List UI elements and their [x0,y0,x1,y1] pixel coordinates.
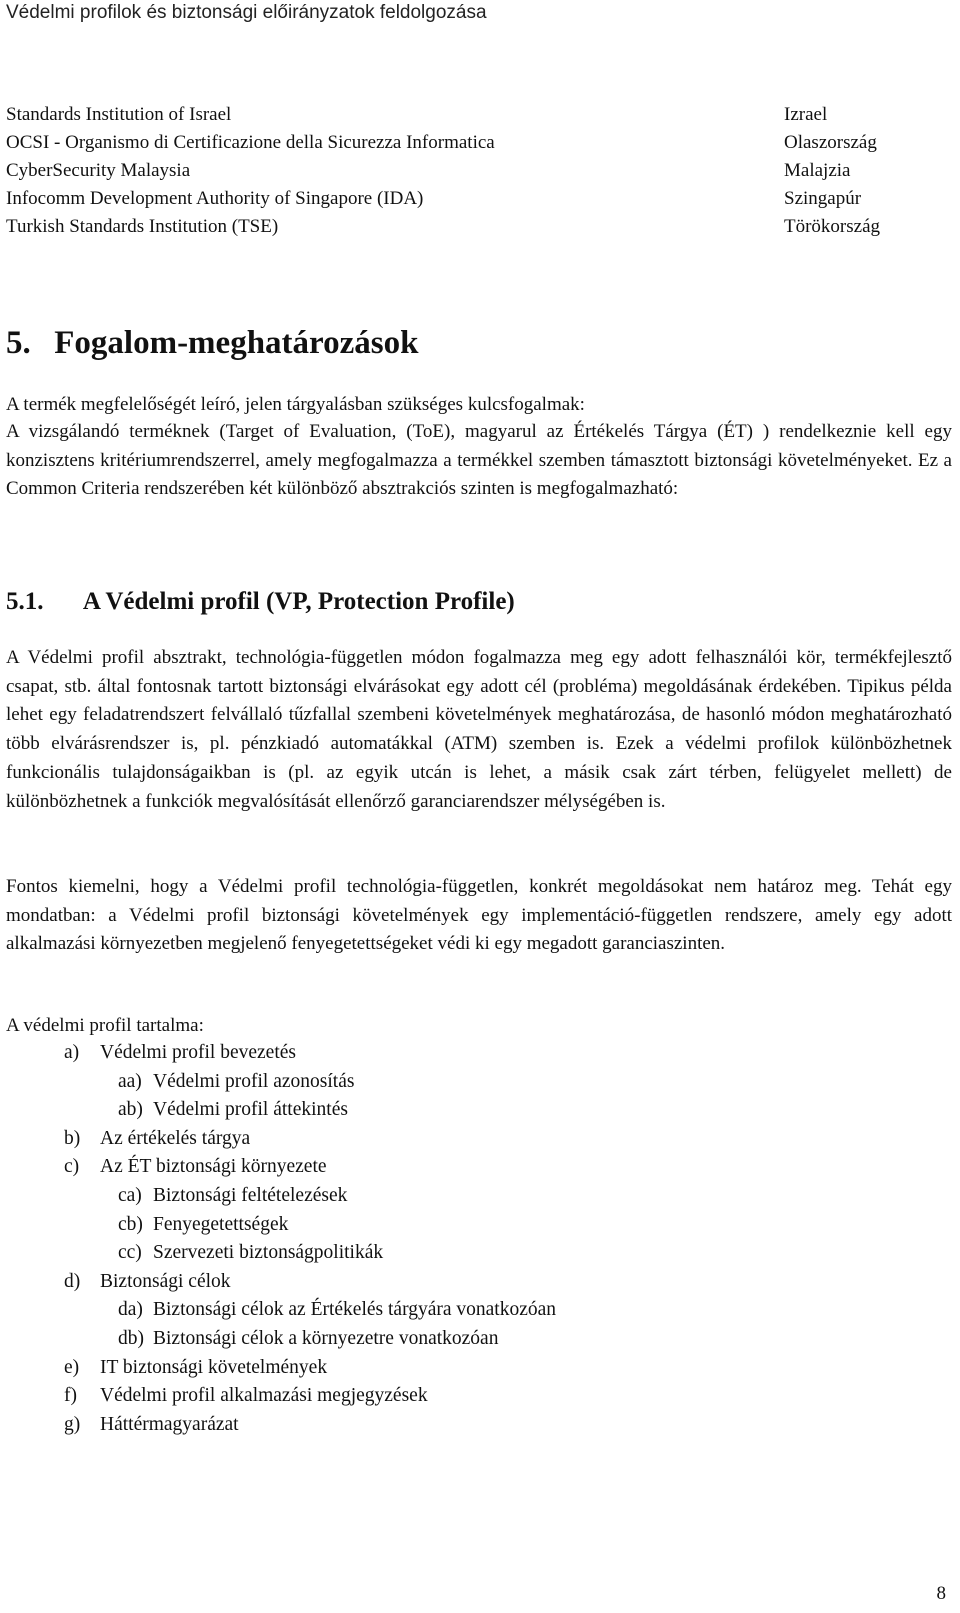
list-marker: d) [64,1270,81,1292]
list-item-text: Védelmi profil azonosítás [153,1070,355,1092]
organization-name: Standards Institution of Israel [6,104,232,125]
subsection-title: A Védelmi profil (VP, Protection Profile) [82,588,515,615]
list-item [0,1268,900,1297]
list-item [0,1411,900,1440]
list-item-text: Biztonsági feltételezések [153,1184,348,1206]
table-row [6,157,906,185]
list-item [0,1354,900,1383]
list-marker: a) [64,1042,80,1063]
body-paragraph: A Védelmi profil absztrakt, technológia-független módon fogalmazza meg egy adott felhasználói kör, termékfejlesztő csapat, stb. által fontosnak tartott biztonsági elvárásokat egy adott cél (probléma) megoldásának érdekében. Tipikus példa lehet egy feladatrendszert felvállaló tűzfallal szembeni követelmények meghatározása, de hasonló módon meghatározható több elvárásrendszer is, pl. pénzkiadó automatákkal (ATM) szemben is. Ezek a védelmi profilok különbözhetnek funkcionális tulajdonságaikban is (pl. az egyik utcán is lehet, a másik csak zárt térben, felügyelet mellett) de különbözhetnek a funkciók megvalósítását ellenőrző garanciarendszer mélységében is. [6,647,952,812]
table-row [6,101,906,129]
table-row [6,213,906,241]
organization-country: Törökország [784,216,881,237]
contents-label: A védelmi profil tartalma: [6,1015,204,1036]
organization-name: Infocomm Development Authority of Singapore (IDA) [6,188,424,209]
list-marker: cb) [118,1213,143,1235]
body-paragraph: Fontos kiemelni, hogy a Védelmi profil technológia-független, konkrét megoldásokat nem határoz meg. Tehát egy mondatban: a Védelmi profil biztonsági követelmények egy implementáció-független rendszere, amely egy adott alkalmazási környezetben megjelenő fenyegetettségeket védi ki egy megadott garanciaszinten. [6,876,952,955]
section-heading [6,322,418,364]
list-marker: ab) [118,1099,143,1121]
table-row [6,185,906,213]
list-item [0,1382,900,1411]
list-marker: c) [64,1156,80,1178]
list-item [0,1039,900,1068]
list-item-text: Az értékelés tárgya [100,1127,251,1149]
organization-country: Malajzia [784,160,851,181]
section-lead-text: A termék megfelelőségét leíró, jelen tárgyalásban szükséges kulcsfogalmak: [6,394,585,415]
organization-name: CyberSecurity Malaysia [6,160,191,181]
contents-list [0,1039,900,1439]
list-item [0,1325,900,1354]
list-item-text: IT biztonsági követelmények [100,1356,328,1378]
list-item [0,1239,900,1268]
list-item-text: Védelmi profil bevezetés [100,1042,296,1063]
list-marker: db) [118,1327,144,1349]
list-marker: aa) [118,1070,142,1092]
organization-name: OCSI - Organismo di Certificazione della Sicurezza Informatica [6,132,495,153]
list-marker: da) [118,1299,143,1321]
list-item-text: Szervezeti biztonságpolitikák [153,1242,384,1264]
list-item [0,1182,900,1211]
organization-country: Olaszország [784,132,877,153]
organization-country: Szingapúr [784,188,862,209]
list-item-text: Biztonsági célok [100,1270,231,1292]
list-item [0,1125,900,1154]
list-item [0,1068,900,1097]
list-marker: e) [64,1356,80,1378]
organization-table [6,101,906,241]
list-item-text: Biztonsági célok a környezetre vonatkozóan [153,1327,499,1349]
list-item-text: Védelmi profil alkalmazási megjegyzések [100,1385,428,1407]
list-item [0,1211,900,1240]
subsection-number: 5.1. [6,588,44,615]
list-item-text: Háttérmagyarázat [100,1413,239,1435]
section-title: Fogalom-meghatározások [54,325,419,361]
list-item-text: Biztonsági célok az Értékelés tárgyára vonatkozóan [153,1299,557,1321]
subsection-heading [6,584,515,620]
list-item-text: Fenyegetettségek [153,1213,289,1235]
list-item [0,1096,900,1125]
section-paragraph: A vizsgálandó terméknek (Target of Evaluation, (ToE), magyarul az Értékelés Tárgya (ÉT) ) rendelkeznie kell egy konzisztens kritériumrendszerrel, amely megfogalmazza a termékkel szemben támasztott biztonsági követelményeket. Ez a Common Criteria rendszerében két különböző absztrakciós szinten is megfogalmazható: [6,421,952,499]
list-marker: g) [64,1413,81,1435]
table-row [6,129,906,157]
list-marker: b) [64,1127,81,1149]
list-marker: ca) [118,1184,142,1206]
section-number: 5. [6,325,31,361]
list-marker: f) [64,1385,77,1407]
page-number: 8 [936,1583,946,1604]
list-marker: cc) [118,1242,142,1264]
list-item [0,1153,900,1182]
organization-country: Izrael [784,104,828,125]
list-item [0,1296,900,1325]
list-item-text: Az ÉT biztonsági környezete [100,1156,327,1178]
running-header: Védelmi profilok és biztonsági előirányzatok feldolgozása [6,2,487,23]
list-item-text: Védelmi profil áttekintés [153,1099,348,1121]
organization-name: Turkish Standards Institution (TSE) [6,216,279,237]
